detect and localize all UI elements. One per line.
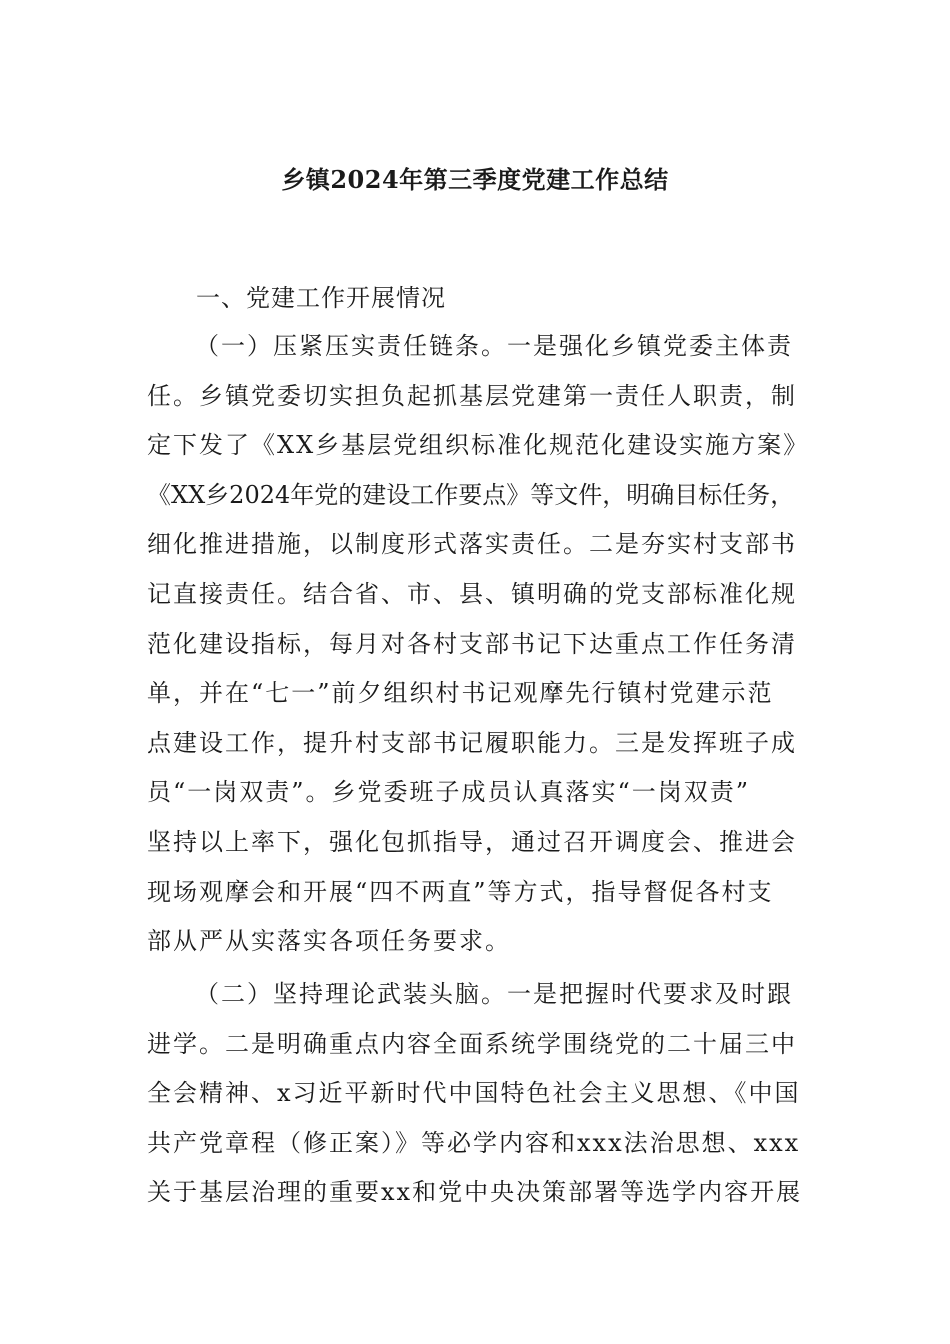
paragraph-line: 单，并在“七一”前夕组织村书记观摩先行镇村党建示范 — [147, 679, 774, 708]
paragraph-line: 进学。二是明确重点内容全面系统学围绕党的二十届三中 — [147, 1029, 797, 1058]
paragraph-theory — [147, 970, 837, 1218]
paragraph-line: （一）压紧压实责任链条。一是强化乡镇党委主体责 — [195, 332, 793, 360]
paragraph-line: 范化建设指标，每月对各村支部书记下达重点工作任务清 — [147, 629, 797, 658]
paragraph-line: 全会精神、x习近平新时代中国特色社会主义思想、《中国 — [147, 1079, 801, 1108]
paragraph-line: 现场观摩会和开展“四不两直”等方式，指导督促各村支 — [147, 877, 774, 906]
document-title: 乡镇2024年第三季度党建工作总结 — [281, 165, 669, 194]
paragraph-line: （二）坚持理论武装头脑。一是把握时代要求及时跟 — [195, 980, 793, 1008]
paragraph-line: 细化推进措施，以制度形式落实责任。二是夯实村支部书 — [147, 530, 797, 559]
paragraph-line: 坚持以上率下，强化包抓指导，通过召开调度会、推进会 — [147, 827, 797, 856]
paragraph-line: 关于基层治理的重要xx和党中央决策部署等选学内容开展 — [147, 1178, 803, 1207]
paragraph-line: 员“一岗双责”。乡党委班子成员认真落实“一岗双责” — [147, 778, 751, 807]
paragraph-line: 定下发了《XX乡基层党组织标准化规范化建设实施方案》 — [147, 431, 810, 460]
paragraph-line: 部从严从实落实各项任务要求。 — [147, 927, 511, 956]
paragraph-responsibility — [147, 322, 837, 967]
section-heading: 一、党建工作开展情况 — [196, 284, 446, 312]
paragraph-line: 点建设工作，提升村支部书记履职能力。三是发挥班子成 — [147, 728, 797, 757]
paragraph-line: 记直接责任。结合省、市、县、镇明确的党支部标准化规 — [147, 579, 797, 608]
paragraph-line: 共产党章程（修正案）》等必学内容和xxx法治思想、xxx — [147, 1128, 801, 1157]
paragraph-line: 任。乡镇党委切实担负起抓基层党建第一责任人职责，制 — [147, 381, 797, 410]
paragraph-line: 《XX乡2024年党的建设工作要点》等文件，明确目标任务， — [147, 480, 795, 509]
